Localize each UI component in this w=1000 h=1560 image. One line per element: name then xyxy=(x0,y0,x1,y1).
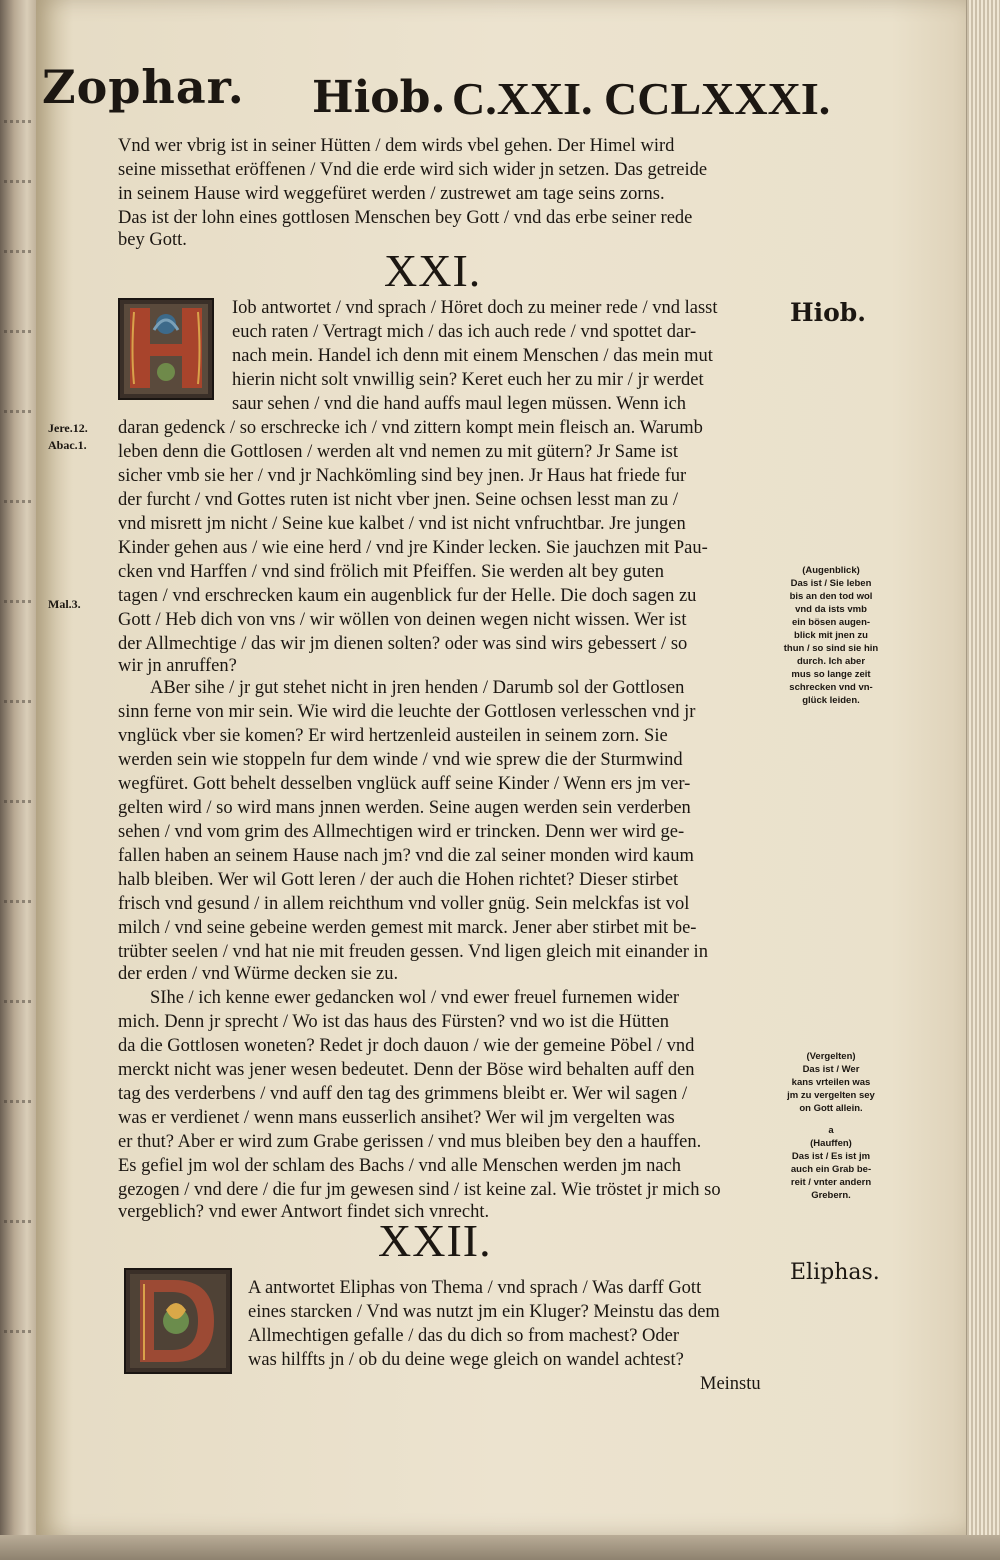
text-line: sicher vmb sie her / vnd jr Nachkömling sind bey jnen. Jr Haus hat friede fur xyxy=(118,466,687,486)
text-line: mich. Denn jr sprecht / Wo ist das haus des Fürsten? vnd wo ist die Hütten xyxy=(118,1012,670,1032)
text-line: vnglück vber sie komen? Er wird hertzenleid austeilen in seinem zorn. Sie xyxy=(118,726,668,746)
speaker-name: Eliphas. xyxy=(790,1260,880,1285)
marginal-gloss xyxy=(772,1050,890,1115)
text-line: Kinder gehen aus / wie eine herd / vnd jre Kinder lecken. Sie jauchzen mit Pau- xyxy=(118,538,708,558)
gloss-line: Das ist / Wer xyxy=(802,1064,860,1075)
text-line: SIhe / ich kenne ewer gedancken wol / vnd ewer freuel furnemen wider xyxy=(150,988,680,1008)
catchword: Meinstu xyxy=(700,1374,761,1394)
gloss-line: schrecken vnd vn- xyxy=(789,682,873,693)
text-line: wegfüret. Gott behelt desselben vnglück auff seine Kinder / Wenn ers jm ver- xyxy=(118,774,691,794)
text-line: wir jn anruffen? xyxy=(118,656,237,676)
text-line: A antwortet Eliphas von Thema / vnd sprach / Was darff Gott xyxy=(248,1278,702,1298)
text-line: der Allmechtige / das wir jm dienen solten? oder was sind wirs gebessert / so xyxy=(118,634,688,654)
chapter-number: XXI. xyxy=(384,245,482,296)
marginal-gloss xyxy=(772,1124,890,1202)
text-line: euch raten / Vertragt mich / das ich auch rede / vnd spottet dar- xyxy=(232,322,697,342)
text-line: leben denn die Gottlosen / werden alt vnd nemen zu mit gütern? Jr Same ist xyxy=(118,442,678,462)
gloss-line: glück leiden. xyxy=(802,695,860,706)
gloss-line: (Hauffen) xyxy=(810,1138,852,1149)
gloss-line: Das ist / Es ist jm xyxy=(791,1151,871,1162)
speaker-name: Hiob. xyxy=(790,298,866,327)
gloss-line: (Vergelten) xyxy=(806,1051,856,1062)
text-line: was hilffts jn / ob du deine wege gleich on wandel achtest? xyxy=(248,1350,684,1370)
text-line: da die Gottlosen woneten? Redet jr doch dauon / wie der gemeine Pöbel / vnd xyxy=(118,1036,695,1056)
text-line: trübter seelen / vnd hat nie mit freuden gessen. Vnd ligen gleich mit einander in xyxy=(118,942,708,962)
book-title: Hiob. xyxy=(312,72,446,123)
text-line: Das ist der lohn eines gottlosen Menschen bey Gott / vnd das erbe seiner rede xyxy=(118,208,693,228)
decorated-initial xyxy=(124,1268,232,1374)
folio-number: C.XXI. CCLXXXI. xyxy=(452,73,831,124)
gloss-line: reit / vnter andern xyxy=(790,1177,872,1188)
gloss-line: (Augenblick) xyxy=(802,565,860,576)
decorated-initial xyxy=(118,298,214,400)
marginal-gloss xyxy=(772,564,890,707)
text-line: werden sein wie stoppeln fur dem winde / vnd wie sprew die der Sturmwind xyxy=(118,750,683,770)
text-line: Vnd wer vbrig ist in seiner Hütten / dem wirds vbel gehen. Der Himel wird xyxy=(118,136,675,156)
text-line: Es gefiel jm wol der schlam des Bachs / vnd alle Menschen werden jm nach xyxy=(118,1156,682,1176)
text-line: vnd misrett jm nicht / Seine kue kalbet / vnd ist nicht vnfruchtbar. Jre jungen xyxy=(118,514,686,534)
text-line: sehen / vnd vom grim des Allmechtigen wird er trincken. Denn wer wird ge- xyxy=(118,822,685,842)
gloss-line: durch. Ich aber xyxy=(796,656,866,667)
page-stack-edge xyxy=(966,0,1000,1560)
gloss-line: Das ist / Sie leben xyxy=(790,578,872,589)
running-head-left: Zophar. xyxy=(42,60,245,114)
text-line: was er verdienet / wenn mans eusserlich ansihet? Wer wil jm vergelten was xyxy=(118,1108,675,1128)
text-line: hierin nicht solt vnwillig sein? Keret euch her zu mir / jr werdet xyxy=(232,370,704,390)
margin-reference: Jere.12. xyxy=(48,421,88,435)
text-line: fallen haben an seinem Hause nach jm? vnd die zal seiner monden wird kaum xyxy=(118,846,694,866)
gloss-line: on Gott allein. xyxy=(799,1103,863,1114)
text-line: gelten wird / so wird mans jnnen werden. Seine augen werden sein verderben xyxy=(118,798,691,818)
facing-page-edge xyxy=(0,0,37,1560)
gloss-line: thun / so sind sie hin xyxy=(783,643,879,654)
text-line: Gott / Heb dich von vns / wir wöllen von deinen wegen nicht wissen. Wer ist xyxy=(118,610,687,630)
gloss-line: ein bösen augen- xyxy=(791,617,871,628)
text-line: der erden / vnd Würme decken sie zu. xyxy=(118,964,399,984)
text-line: Allmechtigen gefalle / das du dich so from machest? Oder xyxy=(248,1326,680,1346)
text-line: frisch vnd gesund / in allem reichthum vnd voller gnüg. Sein melckfas ist vol xyxy=(118,894,690,914)
gloss-line: auch ein Grab be- xyxy=(790,1164,872,1175)
text-line: Iob antwortet / vnd sprach / Höret doch zu meiner rede / vnd lasst xyxy=(232,298,718,318)
text-line: in seinem Hause wird weggefüret werden / zustrewet am tage seins zorns. xyxy=(118,184,665,204)
gloss-line: mus so lange zeit xyxy=(791,669,871,680)
text-line: eines starcken / Vnd was nutzt jm ein Kluger? Meinstu das dem xyxy=(248,1302,720,1322)
text-line: cken vnd Harffen / vnd sind frölich mit Pfeiffen. Sie werden alt bey guten xyxy=(118,562,664,582)
text-line: daran gedenck / so erschrecke ich / vnd zittern kompt mein fleisch an. Warumb xyxy=(118,418,703,438)
text-line: milch / vnd seine gebeine werden gemest mit marck. Jener aber stirbet mit be- xyxy=(118,918,697,938)
gloss-line: Grebern. xyxy=(811,1190,851,1201)
chapter-number: XXII. xyxy=(378,1215,492,1266)
margin-reference: Mal.3. xyxy=(48,597,81,611)
text-line: bey Gott. xyxy=(118,230,187,250)
text-line: halb bleiben. Wer wil Gott leren / der auch die Hohen richtet? Dieser stirbet xyxy=(118,870,679,890)
text-line: ABer sihe / jr gut stehet nicht in jren henden / Darumb sol der Gottlosen xyxy=(150,678,685,698)
text-line: nach mein. Handel ich denn mit einem Menschen / das mein mut xyxy=(232,346,713,366)
gloss-line: a xyxy=(828,1125,834,1136)
text-line: seine missethat eröffenen / Vnd die erde wird sich wider jn setzen. Das getreide xyxy=(118,160,708,180)
text-line: der furcht / vnd Gottes ruten ist nicht vber jnen. Seine ochsen lesst man zu / xyxy=(118,490,679,510)
text-line: vergeblich? vnd ewer Antwort findet sich vnrecht. xyxy=(118,1202,490,1222)
text-line: tag des verderbens / vnd auff den tag des grimmens bleibt er. Wer wil sagen / xyxy=(118,1084,688,1104)
gloss-line: bis an den tod wol xyxy=(789,591,873,602)
text-line: tagen / vnd erschrecken kaum ein augenblick fur der Helle. Die doch sagen zu xyxy=(118,586,697,606)
gloss-line: kans vrteilen was xyxy=(791,1077,871,1088)
text-line: gezogen / vnd dere / die fur jm gewesen sind / ist keine zal. Wie tröstet jr mich so xyxy=(118,1180,721,1200)
margin-reference: Abac.1. xyxy=(48,438,87,452)
gloss-line: vnd da ists vmb xyxy=(795,604,867,615)
book-bottom-shadow xyxy=(0,1535,1000,1560)
text-line: sinn ferne von mir sein. Wie wird die leuchte der Gottlosen verlesschen vnd jr xyxy=(118,702,696,722)
text-line: er thut? Aber er wird zum Grabe gerissen / vnd mus bleiben bey den a hauffen. xyxy=(118,1132,702,1152)
text-line: saur sehen / vnd die hand auffs maul legen müssen. Wenn ich xyxy=(232,394,687,414)
text-line: merckt nicht was jener wesen bedeutet. Denn der Böse wird behalten auff den xyxy=(118,1060,695,1080)
gloss-line: jm zu vergelten sey xyxy=(787,1090,875,1101)
gloss-line: blick mit jnen zu xyxy=(794,630,868,641)
